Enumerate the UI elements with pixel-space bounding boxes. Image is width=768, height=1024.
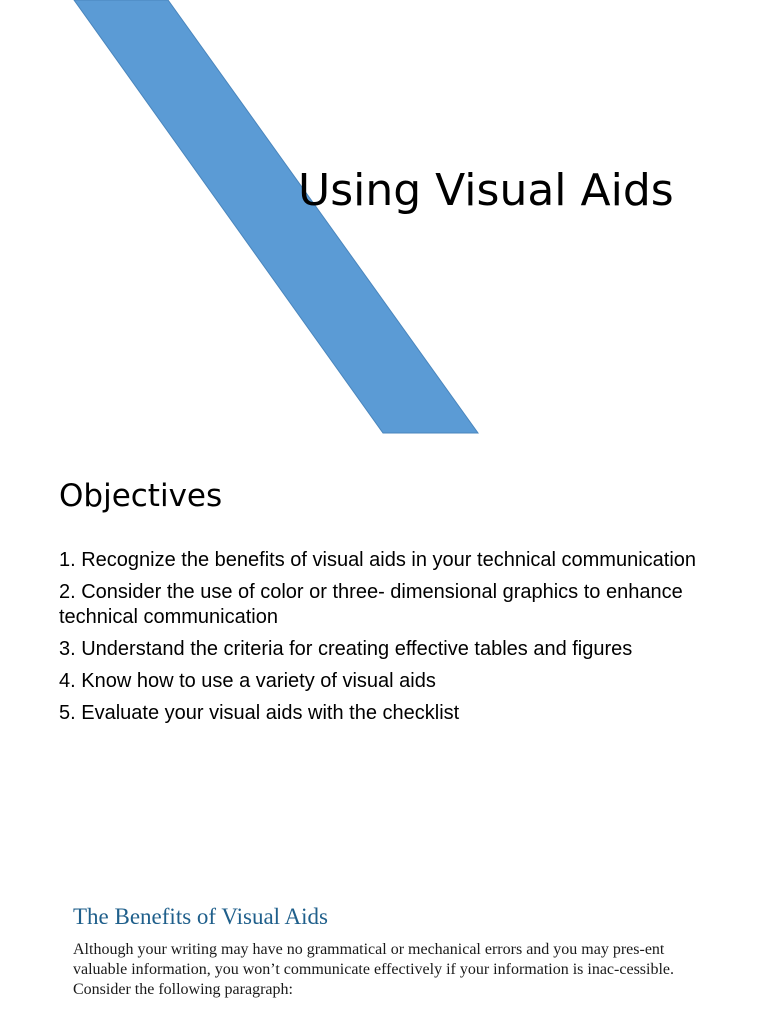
objective-item: 5. Evaluate your visual aids with the checklist [59, 702, 460, 724]
objective-item: 3. Understand the criteria for creating effective tables and figures [59, 638, 633, 660]
objectives-list [59, 548, 739, 733]
slide-title: Using Visual Aids [298, 165, 674, 216]
book-section-heading: The Benefits of Visual Aids [73, 904, 328, 929]
book-excerpt [73, 900, 693, 1000]
objective-item: 1. Recognize the benefits of visual aids in your technical communication [59, 549, 697, 571]
objective-item: 2. Consider the use of color or three- dimensional graphics to enhance technical communication [59, 581, 683, 628]
title-slide [0, 0, 768, 440]
objectives-heading: Objectives [59, 478, 223, 514]
objective-item: 4. Know how to use a variety of visual aids [59, 670, 436, 692]
book-paragraph: Although your writing may have no grammatical or mechanical errors and you may pres-ent valuable information, you won’t communicate effectively if your information is inac-cessible. Consider the following paragraph: [73, 941, 675, 998]
